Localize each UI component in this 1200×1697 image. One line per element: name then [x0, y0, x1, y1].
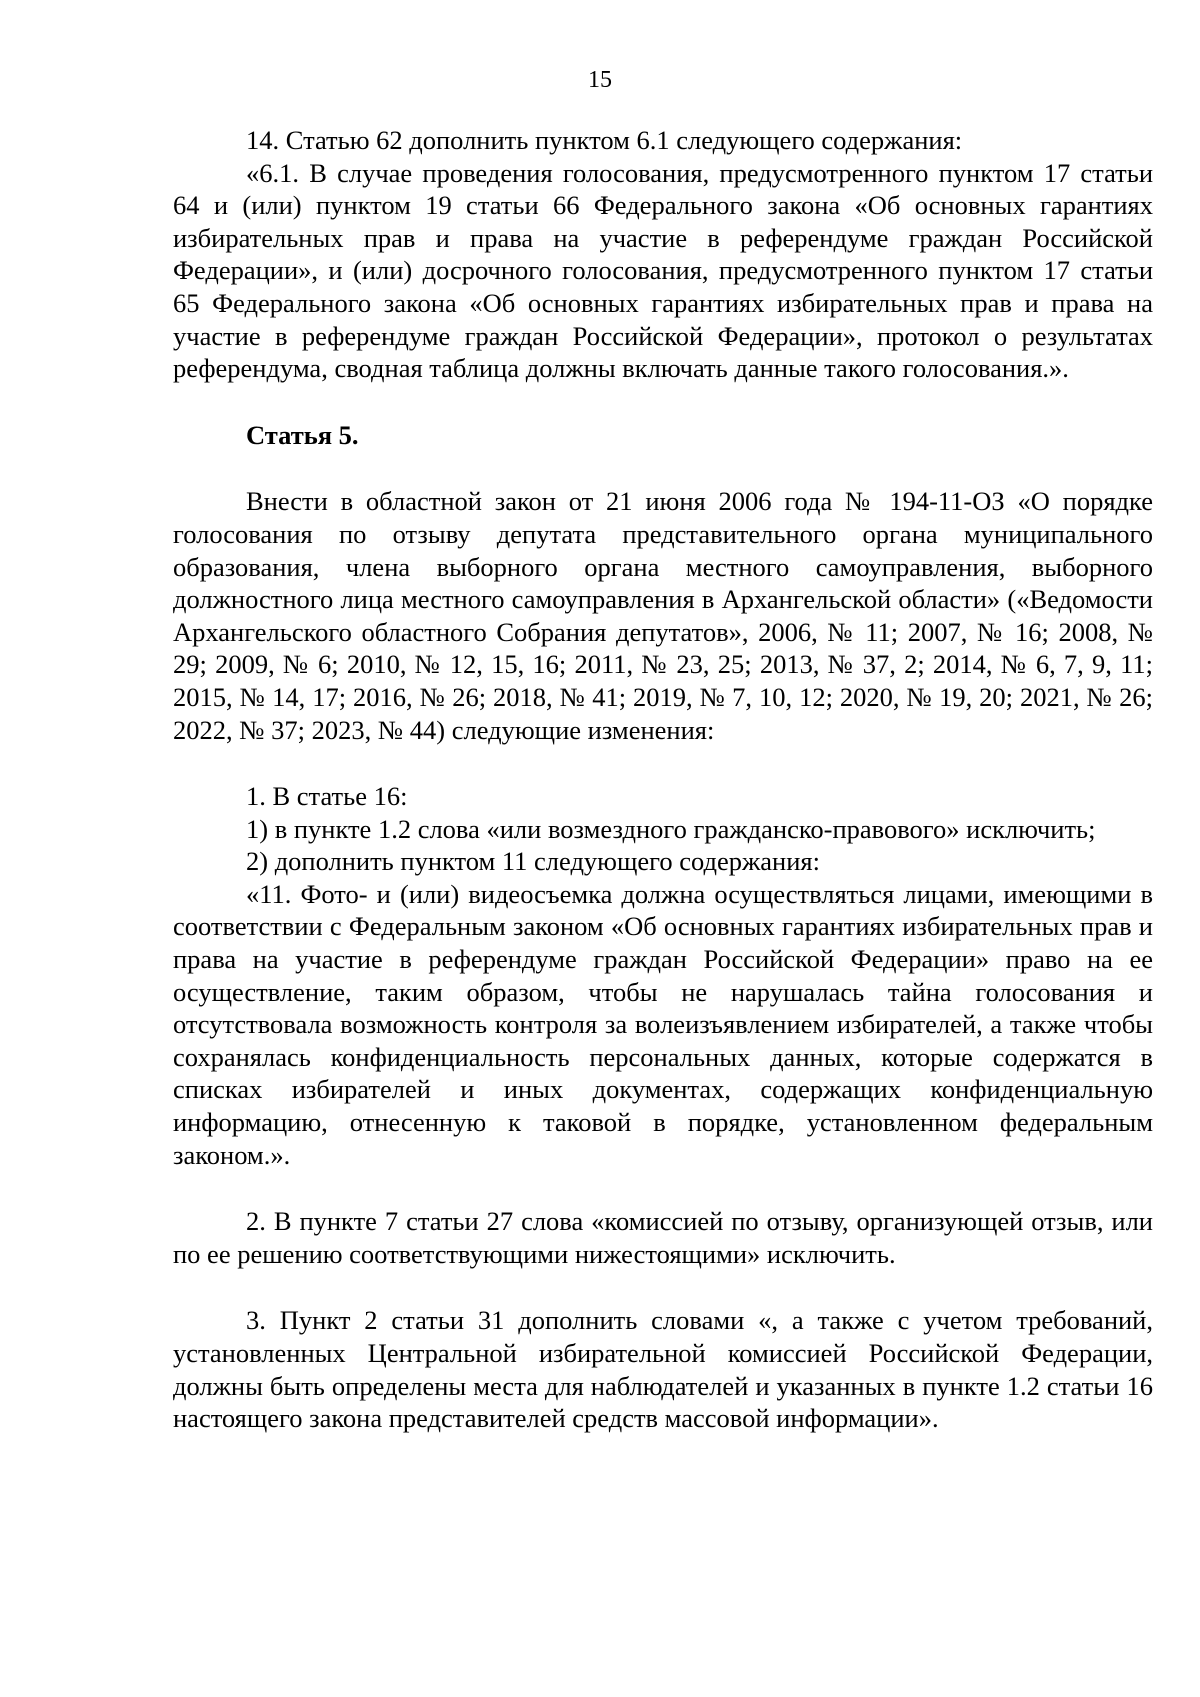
amendment-item-14: 14. Статью 62 дополнить пунктом 6.1 следующего содержания:	[246, 125, 963, 155]
spacer	[173, 385, 1153, 419]
spacer	[173, 451, 1153, 485]
amendment-item-3: 3. Пункт 2 статьи 31 дополнить словами «, а также с учетом требований, установленных Центральной избирательной комиссией Российской Федерации, должны быть определены места для наблюдателей и указанных в пункте 1.2 статьи 16 настоящего закона представителей средств массовой информации».	[173, 1305, 1153, 1434]
page-number: 15	[588, 67, 612, 93]
amendment-item-1-sub-1: 1) в пункте 1.2 слова «или возмездного гражданско-правового» исключить;	[246, 813, 1096, 844]
spacer	[173, 746, 1153, 780]
amendment-item-1-sub-2: 2) дополнить пунктом 11 следующего содержания:	[246, 846, 820, 877]
article-preamble: Внести в областной закон от 21 июня 2006 года № 194-11-ОЗ «О порядке голосования по отзыву депутата представительного органа муниципального образования, члена выборного органа местного самоуправления, выборного должностного лица местного самоуправления в Архангельской области» («Ведомости Архангельского областного Собрания депутатов», 2006, № 11; 2007, № 16; 2008, № 29; 2009, № 6; 2010, № 12, 15, 16; 2011, № 23, 25; 2013, № 37, 2; 2014, № 6, 7, 9, 11; 2015, № 14, 17; 2016, № 26; 2018, № 41; 2019, № 7, 10, 12; 2020, № 19, 20; 2021, № 26; 2022, № 37; 2023, № 44) следующие изменения:	[173, 486, 1153, 745]
amendment-quote-6-1: «6.1. В случае проведения голосования, предусмотренного пунктом 17 статьи 64 и (или) пунктом 19 статьи 66 Федерального закона «Об основных гарантиях избирательных прав и права на участие в референдуме граждан Российской Федерации», и (или) досрочного голосования, предусмотренного пунктом 17 статьи 65 Федерального закона «Об основных гарантиях избирательных прав и права на участие в референдуме граждан Российской Федерации», протокол о результатах референдума, сводная таблица должны включать данные такого голосования.».	[173, 157, 1153, 384]
document-body	[173, 124, 1153, 1435]
spacer	[173, 1171, 1153, 1205]
article-heading: Статья 5.	[246, 419, 359, 450]
amendment-item-1-title: 1. В статье 16:	[246, 781, 408, 812]
spacer	[173, 1270, 1153, 1304]
amendment-item-2: 2. В пункте 7 статьи 27 слова «комиссией по отзыву, организующей отзыв, или по ее решению соответствующими нижестоящими» исключить.	[173, 1206, 1153, 1269]
amendment-quote-11: «11. Фото- и (или) видеосъемка должна осуществляться лицами, имеющими в соответствии с Федеральным законом «Об основных гарантиях избирательных прав и права на участие в референдуме граждан Российской Федерации» право на ее осуществление, таким образом, чтобы не нарушалась тайна голосования и отсутствовала возможность контроля за волеизъявлением избирателей, а также чтобы сохранялась конфиденциальность персональных данных, которые содержатся в списках избирателей и иных документах, содержащих конфиденциальную информацию, отнесенную к таковой в порядке, установленном федеральным законом.».	[173, 878, 1153, 1170]
